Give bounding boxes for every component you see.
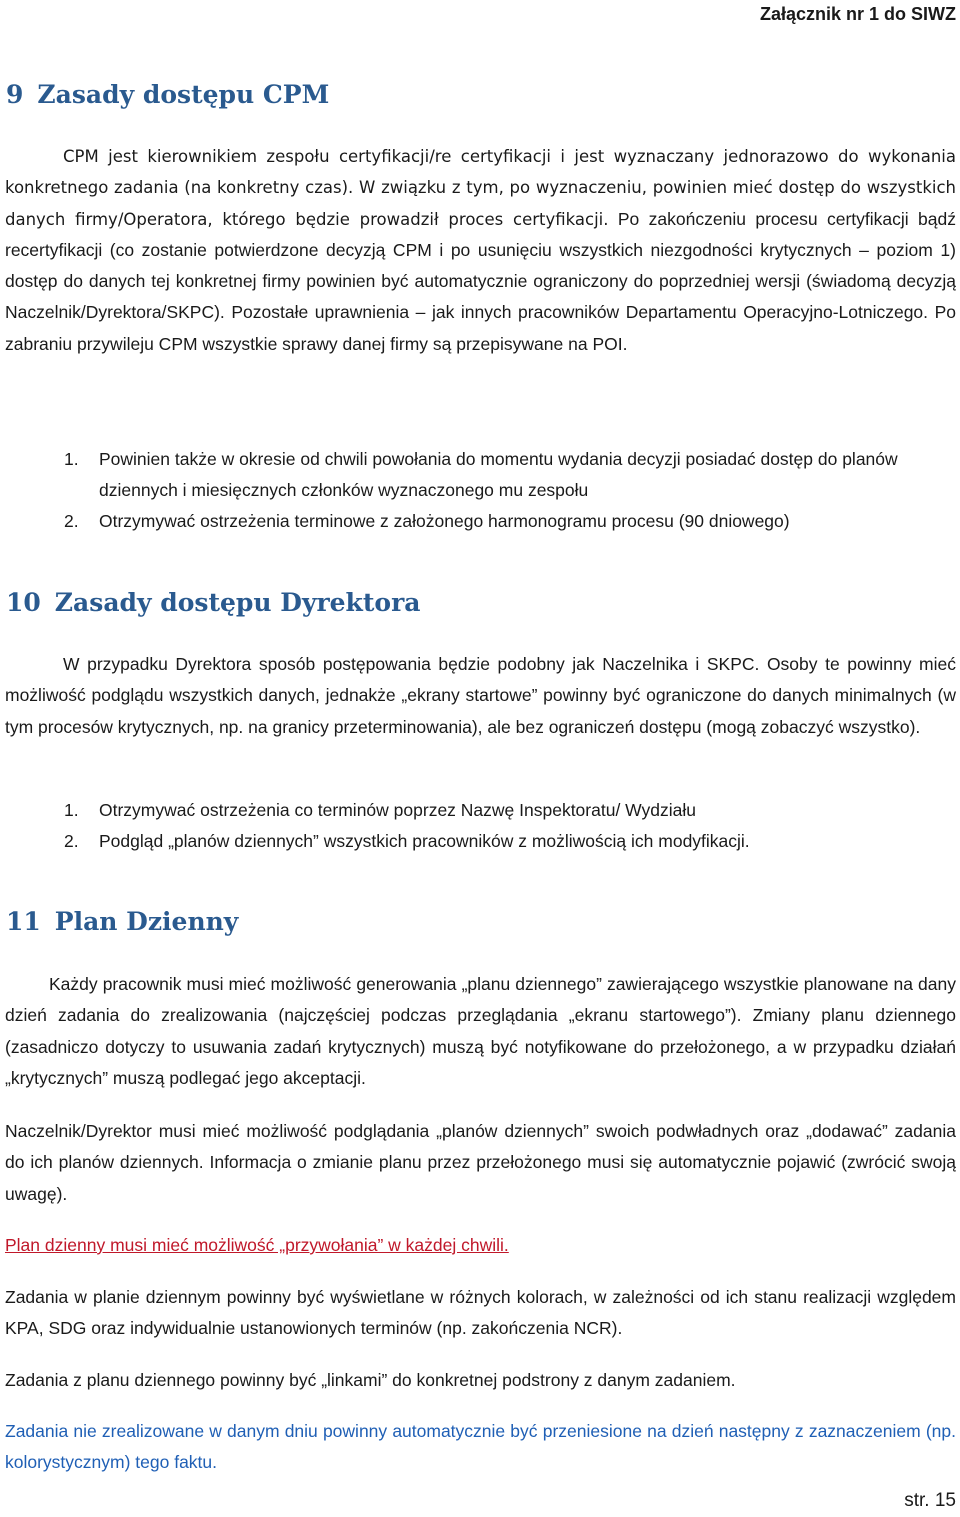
section-10-list-item-2: 2. Podgląd „planów dziennych” wszystkich pracowników z możliwością ich modyfikacji. — [64, 831, 750, 851]
section-10-number: 10 — [6, 588, 41, 617]
section-11-paragraph-6: Zadania nie zrealizowane w danym dniu powinny automatycznie być przeniesione na dzień następny z zaznaczeniem (np. kolorystycznym) tego faktu. — [5, 1421, 956, 1473]
section-10-paragraph: W przypadku Dyrektora sposób postępowania będzie podobny jak Naczelnika i SKPC. Osoby te powinny mieć możliwość podglądu wszystkich danych, jednakże „ekrany startowe” powinny być ograniczone do danych minimalnych (w tym procesów krytycznych, np. na granicy przeterminowania), ale bez ograniczeń dostępu (mogą zobaczyć wszystko). — [5, 654, 956, 737]
section-11-number: 11 — [6, 907, 41, 936]
page-header: Załącznik nr 1 do SIWZ — [759, 4, 956, 24]
section-11-paragraph-3: Plan dzienny musi mieć możliwość „przywołania” w każdej chwili. — [5, 1235, 509, 1255]
section-9-heading — [6, 80, 329, 109]
section-9-title: Zasady dostępu CPM — [37, 80, 330, 109]
section-9-list-item-2: 2. Otrzymywać ostrzeżenia terminowe z założonego harmonogramu procesu (90 dniowego) — [64, 511, 790, 531]
section-11-heading — [6, 907, 238, 936]
section-11-paragraph-4: Zadania w planie dziennym powinny być wyświetlane w różnych kolorach, w zależności od ich stanu realizacji względem KPA, SDG oraz indywidualnie ustanowionych terminów (np. zakończenia NCR). — [5, 1287, 956, 1339]
section-11-title: Plan Dzienny — [54, 907, 239, 936]
section-9-paragraph-part1: CPM jest kierownikiem zespołu certyfikacji/re certyfikacji i jest wyznaczany jednorazowo do wykonania konkretnego zadania (na konkretny czas). W związku z tym, po wyznaczeniu, powinien mieć dostęp do wszystkich danych firmy/Operatora, którego będzie prowadził proces certyfikacji. — [5, 147, 956, 229]
section-11-paragraph-1: Każdy pracownik musi mieć możliwość generowania „planu dziennego” zawierającego wszystkie planowane na dany dzień zadania do zrealizowania (najczęściej podczas przeglądania „ekranu startowego”). Zmiany planu dziennego (zasadniczo dotyczy to usuwania zadań krytycznych) muszą być notyfikowane do przełożonego, a w przypadku działań „krytycznych” muszą podlegać jego akceptacji. — [5, 974, 956, 1088]
section-9-list-item-1: 1. Powinien także w okresie od chwili powołania do momentu wydania decyzji posiadać dostęp do planów dziennych i miesięcznych członków wyznaczonego mu zespołu — [64, 449, 898, 500]
section-11-paragraph-2: Naczelnik/Dyrektor musi mieć możliwość podglądania „planów dziennych” swoich podwładnych oraz „dodawać” zadania do ich planów dziennych. Informacja o zmianie planu przez przełożonego musi się automatycznie pojawić (zwrócić swoją uwagę). — [5, 1121, 956, 1204]
section-11-paragraph-5: Zadania z planu dziennego powinny być „linkami” do konkretnej podstrony z danym zadaniem. — [5, 1370, 736, 1390]
section-10-list-item-1: 1. Otrzymywać ostrzeżenia co terminów poprzez Nazwę Inspektoratu/ Wydziału — [64, 800, 697, 820]
section-9-number: 9 — [6, 80, 24, 109]
section-10-heading — [6, 588, 420, 617]
section-9-paragraph — [5, 141, 956, 360]
section-9-paragraph-part2: Po zakończeniu procesu certyfikacji bądź recertyfikacji (co zostanie potwierdzone decyzją CPM i po usunięciu wszystkich niezgodności krytycznych – poziom 1) dostęp do danych tej konkretnej firmy powinien być automatycznie ograniczony do poprzedniej wersji (świadomą decyzją Naczelnik/Dyrektora/SKPC). Pozostałe uprawnienia – jak innych pracowników Departamentu Operacyjno-Lotniczego. Po zabraniu przywileju CPM wszystkie sprawy danej firmy są przepisywane na POI. — [5, 208, 956, 354]
page-number: str. 15 — [904, 1490, 956, 1511]
section-10-title: Zasady dostępu Dyrektora — [54, 588, 421, 617]
